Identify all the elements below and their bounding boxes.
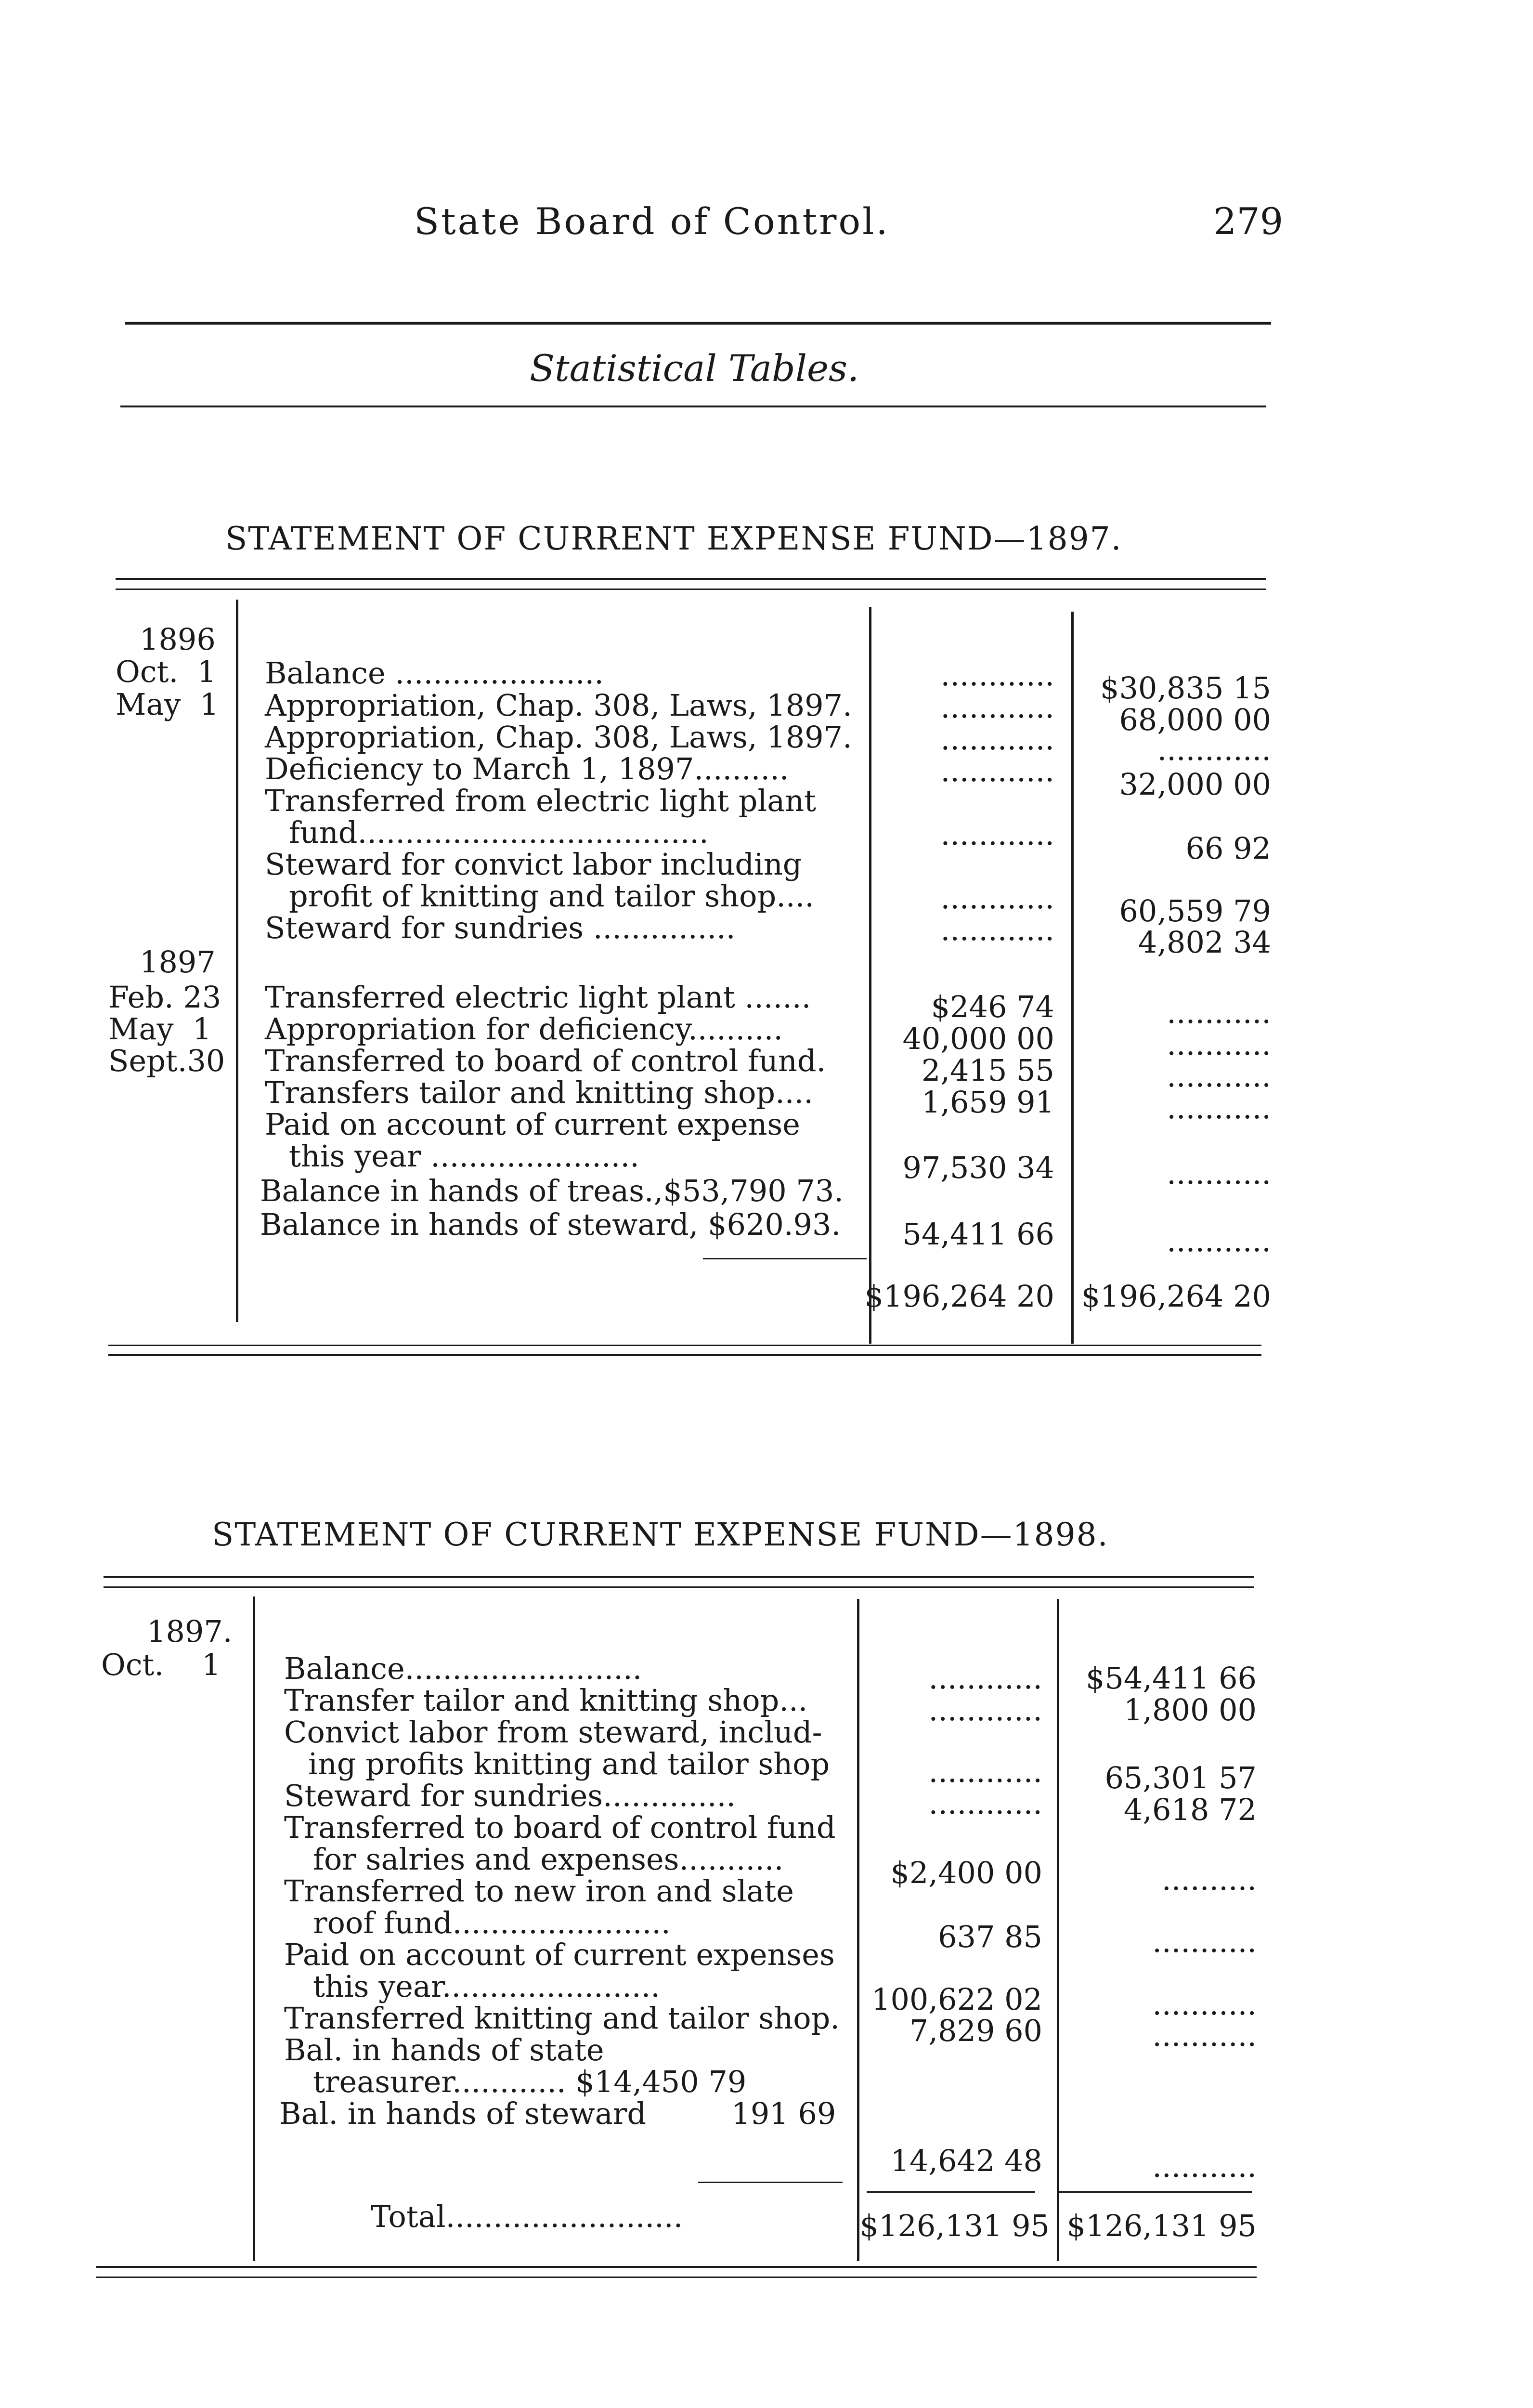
total-debit: $196,264 20 <box>864 1279 1054 1314</box>
table-row: roof fund....................... <box>313 1905 671 1940</box>
section-rule <box>120 406 1266 407</box>
credit-cell: $54,411 66 <box>1086 1661 1257 1696</box>
debit-cell: ............ <box>940 657 1054 693</box>
total-credit: $126,131 95 <box>1066 2208 1257 2243</box>
date-sept-30: Sept.30 <box>108 1043 225 1078</box>
table-row: Steward for sundries.............. <box>284 1778 736 1813</box>
table-row: for salries and expenses........... <box>313 1842 784 1877</box>
credit-cell: 32,000 00 <box>1119 767 1271 802</box>
table-row: Convict labor from steward, includ- <box>284 1714 822 1750</box>
credit-cell: ........... <box>1167 1223 1271 1258</box>
table-1898-debit-divider <box>857 1599 859 2261</box>
debit-cell: 1,659 91 <box>921 1085 1054 1120</box>
table-row: Balance......................... <box>284 1651 642 1686</box>
date-1897: 1897 <box>140 944 216 980</box>
table-row: Paid on account of current expense <box>265 1107 800 1142</box>
table-1898-credit-divider <box>1057 1599 1059 2261</box>
credit-cell: $30,835 15 <box>1100 670 1271 706</box>
table-1897-debit-divider <box>869 607 871 1344</box>
date-oct-1: Oct. 1 <box>116 654 217 689</box>
table-1898-top-rule-2 <box>104 1586 1254 1588</box>
debit-cell: ............ <box>940 753 1054 788</box>
debit-cell: ............ <box>928 1661 1042 1696</box>
total-rule <box>867 2191 1035 2193</box>
credit-cell: 1,800 00 <box>1123 1692 1257 1727</box>
table-row: treasurer............ $14,450 79 <box>313 2064 747 2099</box>
table-row: this year ...................... <box>289 1139 639 1174</box>
date-may-1b: May 1 <box>108 1011 212 1047</box>
total-label: Total......................... <box>371 2199 683 2234</box>
credit-cell: ........... <box>1167 1156 1271 1191</box>
credit-cell: .......... <box>1161 1862 1257 1897</box>
date-1896: 1896 <box>140 622 216 657</box>
table-row: Transferred to board of control fund <box>284 1810 836 1845</box>
credit-cell: 66 92 <box>1185 831 1271 866</box>
credit-cell: ........... <box>1167 1090 1271 1125</box>
debit-cell: ............ <box>940 880 1054 916</box>
credit-cell: ........... <box>1167 995 1271 1030</box>
table-row: fund..................................... <box>289 815 709 850</box>
credit-cell: 4,618 72 <box>1123 1792 1257 1827</box>
debit-cell: 637 85 <box>938 1919 1042 1954</box>
table-1897-top-rule <box>116 578 1266 580</box>
table-row: Transferred from electric light plant <box>265 783 817 818</box>
table-row: Appropriation, Chap. 308, Laws, 1897. <box>265 688 852 723</box>
table-row: Steward for convict labor including <box>265 847 802 882</box>
debit-cell: 7,829 60 <box>909 2013 1042 2048</box>
subtotal-rule <box>698 2182 843 2183</box>
credit-cell: 65,301 57 <box>1104 1760 1257 1795</box>
credit-cell: 68,000 00 <box>1119 702 1271 737</box>
table-1898-bottom-rule-2 <box>96 2277 1257 2278</box>
table-1897-credit-divider <box>1071 612 1074 1344</box>
table-row: Bal. in hands of state <box>284 2032 604 2068</box>
debit-cell: $2,400 00 <box>890 1855 1042 1890</box>
table-row: Balance in hands of steward, $620.93. <box>260 1207 841 1242</box>
debit-cell: 2,415 55 <box>921 1053 1054 1088</box>
date-1897b: 1897. <box>147 1614 233 1649</box>
debit-cell: ............ <box>928 1692 1042 1727</box>
page-number: 279 <box>1213 200 1284 243</box>
table-row: ing profits knitting and tailor shop <box>308 1746 830 1781</box>
table-1897-title: STATEMENT OF CURRENT EXPENSE FUND—1897. <box>225 520 1122 557</box>
subtotal-rule <box>703 1258 867 1259</box>
debit-cell: ............ <box>940 912 1054 947</box>
table-row: Steward for sundries ............... <box>265 910 736 945</box>
table-row: Appropriation, Chap. 308, Laws, 1897. <box>265 720 852 755</box>
credit-cell: ........... <box>1152 2018 1257 2053</box>
table-row: Transferred to board of control fund. <box>265 1043 826 1078</box>
date-may-1: May 1 <box>116 687 219 722</box>
credit-cell: 4,802 34 <box>1138 925 1271 960</box>
credit-cell: ............ <box>1157 732 1271 767</box>
header-rule <box>125 322 1271 325</box>
credit-cell: ........... <box>1167 1027 1271 1062</box>
table-row: Transferred electric light plant ....... <box>265 980 811 1015</box>
credit-cell: ........... <box>1152 1987 1257 2022</box>
table-row: Transfers tailor and knitting shop.... <box>265 1075 813 1110</box>
table-1898-date-divider <box>253 1597 255 2261</box>
section-title: Statistical Tables. <box>530 347 859 390</box>
debit-cell: 14,642 48 <box>890 2143 1042 2178</box>
date-feb-23: Feb. 23 <box>108 980 221 1015</box>
table-row: Transferred to new iron and slate <box>284 1873 794 1909</box>
credit-cell: ........... <box>1167 1059 1271 1094</box>
debit-cell: ............ <box>928 1786 1042 1821</box>
table-1897-bottom-rule-2 <box>108 1354 1261 1356</box>
debit-cell: ............ <box>928 1754 1042 1789</box>
debit-cell: 100,622 02 <box>871 1982 1042 2017</box>
credit-cell: ........... <box>1152 2149 1257 2184</box>
debit-cell: ............ <box>940 721 1054 757</box>
total-debit: $126,131 95 <box>859 2208 1050 2243</box>
table-row: Balance ...................... <box>265 655 604 691</box>
table-1898-title: STATEMENT OF CURRENT EXPENSE FUND—1898. <box>212 1516 1109 1553</box>
total-credit: $196,264 20 <box>1081 1279 1271 1314</box>
debit-cell: ............ <box>940 817 1054 852</box>
table-1898-top-rule <box>104 1576 1254 1578</box>
total-rule <box>1059 2191 1252 2193</box>
table-1898-bottom-rule <box>96 2266 1257 2268</box>
debit-cell: 97,530 34 <box>902 1150 1054 1185</box>
table-row: Paid on account of current expenses <box>284 1937 835 1972</box>
debit-cell: $246 74 <box>931 989 1054 1024</box>
table-row: Appropriation for deficiency.......... <box>265 1011 783 1047</box>
table-1897-bottom-rule <box>108 1345 1261 1346</box>
credit-cell: ........... <box>1152 1924 1257 1959</box>
debit-cell: 40,000 00 <box>902 1021 1054 1056</box>
table-1897-date-divider <box>236 600 238 1322</box>
credit-cell: 60,559 79 <box>1119 893 1271 929</box>
table-row: Balance in hands of treas.,$53,790 73. <box>260 1173 844 1208</box>
table-row: Deficiency to March 1, 1897.......... <box>265 751 789 786</box>
debit-cell: 54,411 66 <box>902 1217 1054 1252</box>
table-row: Transferred knitting and tailor shop. <box>284 2001 840 2036</box>
table-row: Transfer tailor and knitting shop... <box>284 1683 808 1718</box>
date-oct-1b: Oct. 1 <box>101 1647 221 1682</box>
running-title: State Board of Control. <box>414 200 890 243</box>
debit-cell: ............ <box>940 690 1054 725</box>
table-1897-top-rule-2 <box>116 589 1266 590</box>
table-row: Bal. in hands of steward 191 69 <box>279 2096 836 2131</box>
table-row: this year....................... <box>313 1969 660 2004</box>
table-row: profit of knitting and tailor shop.... <box>289 878 815 914</box>
